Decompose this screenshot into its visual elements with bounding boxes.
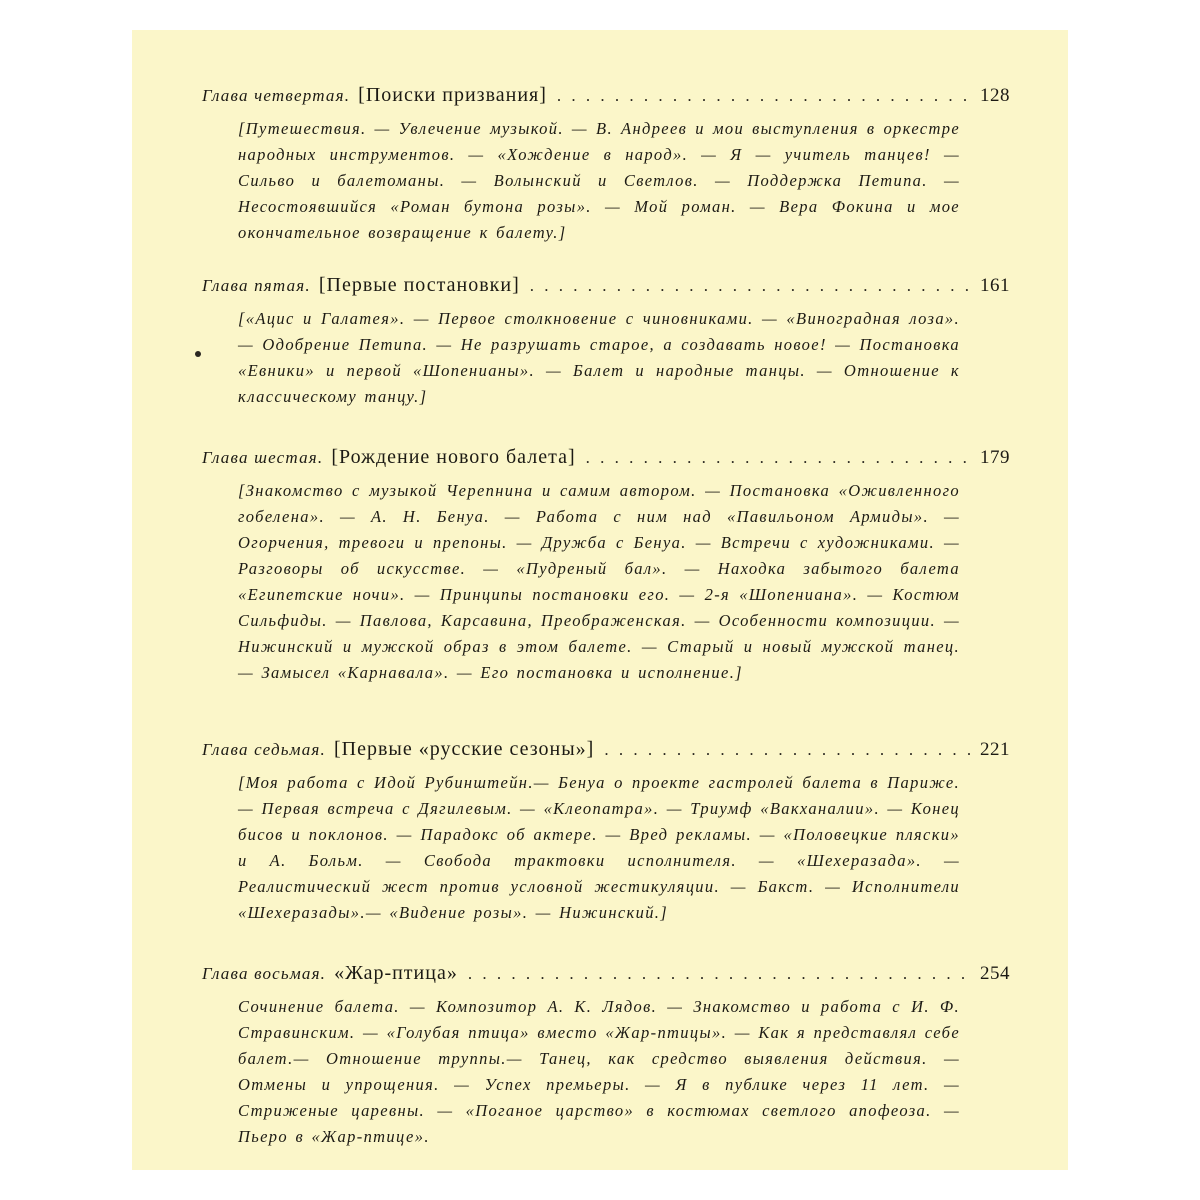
chapter-entry-5 — [202, 274, 1010, 410]
chapter-summary: [Путешествия. — Увлечение музыкой. — В. Андреев и мои выступления в оркестре народных инструментов. — «Хождение в народ». — Я — учитель танцев! — Сильво и балетоманы. — Волынский и Светлов. — Поддержка Петипа. — Несостоявшийся «Роман бутона розы». — Мой роман. — Вера Фокина и мое окончательное возвращение к балету.] — [238, 119, 960, 242]
page-number: 179 — [980, 447, 1010, 468]
chapter-title: [Первые «русские сезоны»] — [333, 738, 595, 760]
chapter-label: Глава седьмая. — [202, 740, 326, 759]
chapter-entry-7 — [202, 738, 1010, 926]
chapter-heading[interactable] — [202, 446, 1010, 476]
dot-leader — [530, 276, 970, 296]
chapter-heading[interactable] — [202, 962, 1010, 992]
chapter-summary: [Моя работа с Идой Рубинштейн.— Бенуа о проекте гастролей балета в Париже. — Первая встреча с Дягилевым. — «Клеопатра». — Триумф «Вакханалии». — Конец бисов и поклонов. — Парадокс об актере. — Вред рекламы. — «Половецкие пляски» и А. Больм. — Свобода трактовки исполнителя. — «Шехеразада». — Реалистический жест против условной жестикуляции. — Бакст. — Исполнители «Шехеразады».— «Видение розы». — Нижинский.] — [238, 773, 960, 922]
dot-leader — [557, 86, 970, 106]
chapter-summary: [«Ацис и Галатея». — Первое столкновение с чиновниками. — «Виноградная лоза». — Одобрение Петипа. — Не разрушать старое, а создавать новое! — Постановка «Евники» и первой «Шопенианы». — Балет и народные танцы. — Отношение к классическому танцу.] — [238, 309, 960, 406]
page-number: 128 — [980, 85, 1010, 106]
dot-leader — [604, 740, 970, 760]
book-page — [132, 30, 1068, 1170]
chapter-label: Глава шестая. — [202, 448, 324, 467]
chapter-heading[interactable] — [202, 84, 1010, 114]
chapter-entry-8 — [202, 962, 1010, 1150]
chapter-title: [Первые постановки] — [318, 274, 520, 296]
chapter-heading[interactable] — [202, 738, 1010, 768]
chapter-label: Глава четвертая. — [202, 86, 351, 105]
page-number: 221 — [980, 739, 1010, 760]
page-number: 161 — [980, 275, 1010, 296]
chapter-label: Глава пятая. — [202, 276, 311, 295]
chapter-summary: Сочинение балета. — Композитор А. К. Лядов. — Знакомство и работа с И. Ф. Стравинским. — «Голубая птица» вместо «Жар-птицы». — Как я представлял себе балет.— Отношение труппы.— Танец, как средство выявления действия. — Отмены и упрощения. — Успех премьеры. — Я в публике через 11 лет. — Стриженые царевны. — «Поганое царство» в костюмах светлого апофеоза. — Пьеро в «Жар-птице». — [238, 997, 960, 1146]
dot-leader — [586, 448, 970, 468]
dot-leader — [468, 964, 970, 984]
chapter-label: Глава восьмая. — [202, 964, 327, 983]
chapter-summary: [Знакомство с музыкой Черепнина и самим автором. — Постановка «Оживленного гобелена». — А. Н. Бенуа. — Работа с ним над «Павильоном Армиды». — Огорчения, тревоги и препоны. — Дружба с Бенуа. — Встречи с художниками. — Разговоры об искусстве. — «Пудреный бал». — Находка забытого балета «Египетские ночи». — Принципы постановки его. — 2-я «Шопениана». — Костюм Сильфиды. — Павлова, Карсавина, Преображенская. — Особенности композиции. — Нижинский и мужской образ в этом балете. — Старый и новый мужской танец. — Замысел «Карнавала». — Его постановка и исполнение.] — [238, 481, 960, 682]
chapter-title: [Рождение нового балета] — [331, 446, 576, 468]
chapter-entry-6 — [202, 446, 1010, 686]
chapter-title: «Жар-птица» — [334, 962, 458, 984]
chapter-title: [Поиски призвания] — [358, 84, 547, 106]
page-number: 254 — [980, 963, 1010, 984]
chapter-heading[interactable] — [202, 274, 1010, 304]
chapter-entry-4 — [202, 84, 1010, 246]
margin-dot-mark — [195, 351, 201, 357]
